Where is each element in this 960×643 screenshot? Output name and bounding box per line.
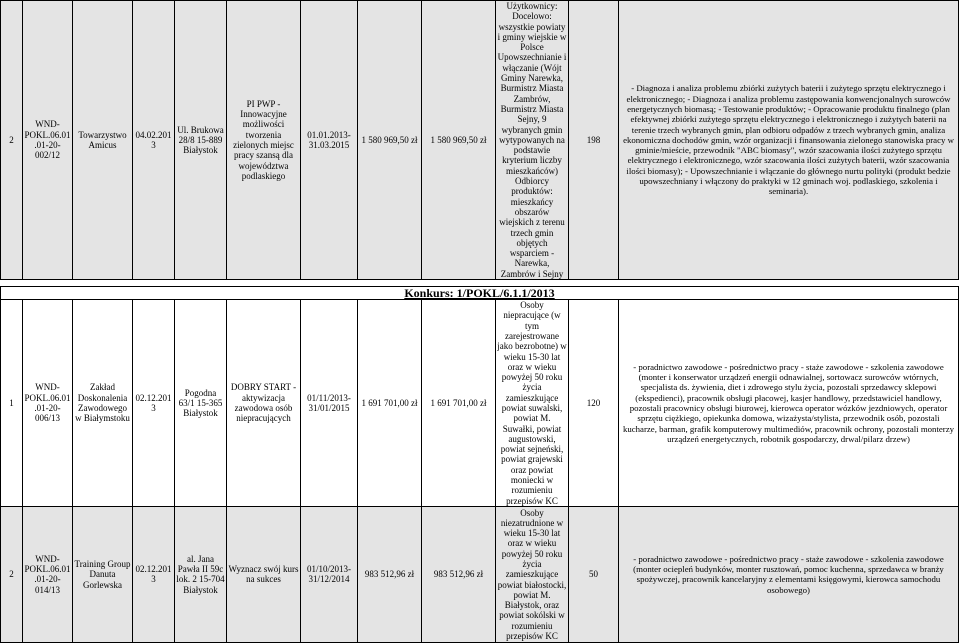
cell-beneficiary: Training Group Danuta Gorlewska [73,506,133,642]
cell-address: Pogodna 63/1 15-365 Białystok [175,300,227,507]
cell-cofinancing: 1 580 969,50 zł [422,1,496,280]
cell-lp: 2 [1,506,23,642]
cell-period: 01/10/2013-31/12/2014 [301,506,358,642]
table-row [1,300,959,507]
cell-target-group: Osoby niepracujące (w tym zarejestrowane jako bezrobotne) w wieku 15-30 lat oraz w wieku powyżej 50 roku życia zamieszkujące powiat suwalski, powiat M. Suwałki, powiat augustowski, powiat sejneński, powiat grajewski oraz powiat moniecki w rozumieniu przepisów KC [497,300,567,506]
cell-description: - poradnictwo zawodowe - pośrednictwo pracy - staże zawodowe - szkolenia zawodowe (monter ociepleń budynków, monter rusztowań, pomoc kuchenna, sprzedawca w branży spożywczej, pracownik kancelaryjny z elementami księgowymi, kierowca samochodu osobowego) [619,506,959,642]
cell-address: al. Jana Pawła II 59c lok. 2 15-704 Białystok [175,506,227,642]
cell-period: 01/11/2013-31/01/2015 [301,300,358,507]
cell-date: 04.02.2013 [133,1,175,280]
cell-value: 983 512,96 zł [358,506,422,642]
cell-cofinancing: 983 512,96 zł [422,506,496,642]
cell-title: Wyznacz swój kurs na sukces [227,506,301,642]
cell-value: 1 580 969,50 zł [358,1,422,280]
cell-description: - Diagnoza i analiza problemu zbiórki zużytych baterii i zużytego sprzętu elektrycznego i elektronicznego; - Diagnoza i analiza problemu zastępowania konwencjonalnych surowców energetycznych biomasą; - Testowanie produktów; - Opracowanie produktu finalnego (plan efektywnej zbiórki zużytego sprzętu elektrycznego i elektronicznego i zużytych baterii na terenie trzech wybranych gmin, plan odbioru odpadów z trzech wybranych gmin, analiza ekonomiczna dochodów gmin, wzór organizacji i finansowania zielonego stanowiska pracy w gminie/mieście, przewodnik "ABC biomasy", wzór szacowania ilości zużytego sprzętu elektrycznego i elektronicznego, wzór szacowania ilości zużytych baterii, wzór szacowania ilości biomasy); - Upowszechnianie i włączanie do głównego nurtu polityki (produkt bedzie upowszechniany i włączony do praktyki w 12 gminach woj. podlaskiego, szkolenia i seminaria). [619,1,959,280]
spacer-row [1,280,959,287]
cell-title: DOBRY START - aktywizacja zawodowa osób niepracujących [227,300,301,507]
cell-participants: 50 [569,506,619,642]
cell-number: WND-POKL.06.01.01-20-006/13 [23,300,73,507]
table-row [1,506,959,642]
cell-participants: 198 [569,1,619,280]
cell-date: 02.12.2013 [133,506,175,642]
cell-target-group: Użytkownicy: Docelowo: wszystkie powiaty i gminy wiejskie w Polsce Upowszechnianie i włączanie (Wójt Gminy Narewka, Burmistrz Miasta Zambrów, Burmistrz Miasta Sejny, 9 wybranych gmin wytypowanych na podstawie kryterium liczby mieszkańców) Odbiorcy produktów: mieszkańcy obszarów wiejskich z terenu trzech gmin objętych wsparciem - Narewka, Zambrów i Sejny [496,1,569,280]
cell-description: - poradnictwo zawodowe - pośrednictwo pracy - staże zawodowe - szkolenia zawodowe (monter i konserwator urządzeń energii odnawialnej, sortowacz surowców wtórnych, specjalista ds. żywienia, diet i zdrowego stylu życia, pozostali sprzedawcy sklepowi (ekspedienci), pracownik obsługi płacowej, kasjer handlowy, przedstawiciel handlowy, pozostali pracownicy obsługi biurowej, kierowca operator wózków jezdniowych, operator sprzętu ciężkiego, opiekunka domowa, wizażysta/stylista, przewodnik osób, pozostali kucharze, barman, grafik komputerowy multimediów, pracownik ochrony, pozostali monterzy urządzeń energetycznych, robotnik gospodarczy, drwal/pilarz drzew) [619,300,959,507]
cell-period: 01.01.2013-31.03.2015 [301,1,358,280]
cell-address: Ul. Brukowa 28/8 15-889 Białystok [175,1,227,280]
cell-cofinancing: 1 691 701,00 zł [422,300,496,507]
cell-beneficiary: Zakład Doskonalenia Zawodowego w Białymstoku [73,300,133,507]
cell-number: WND-POKL.06.01.01-20-014/13 [23,506,73,642]
cell-title: PI PWP - Innowacyjne możliwości tworzenia zielonych miejsc pracy szansą dla województwa podlaskiego [227,1,301,280]
cell-lp: 1 [1,300,23,507]
cell-number: WND-POKL.06.01.01-20-002/12 [23,1,73,280]
cell-date: 02.12.2013 [133,300,175,507]
table-row [1,1,959,280]
cell-beneficiary: Towarzystwo Amicus [73,1,133,280]
contest-title: Konkurs: 1/POKL/6.1.1/2013 [1,287,959,300]
cell-target-group: Osoby niezatrudnione w wieku 15-30 lat oraz w wieku powyżej 50 roku życia zamieszkujące powiat białostocki, powiat M. Białystok, oraz powiat sokólski w rozumieniu przepisów KC [496,506,569,642]
spacer-cell [1,280,959,287]
cell-lp: 2 [1,1,23,280]
cell-value: 1 691 701,00 zł [358,300,422,507]
cell-participants: 120 [569,300,619,507]
contest-header-row [1,287,959,300]
